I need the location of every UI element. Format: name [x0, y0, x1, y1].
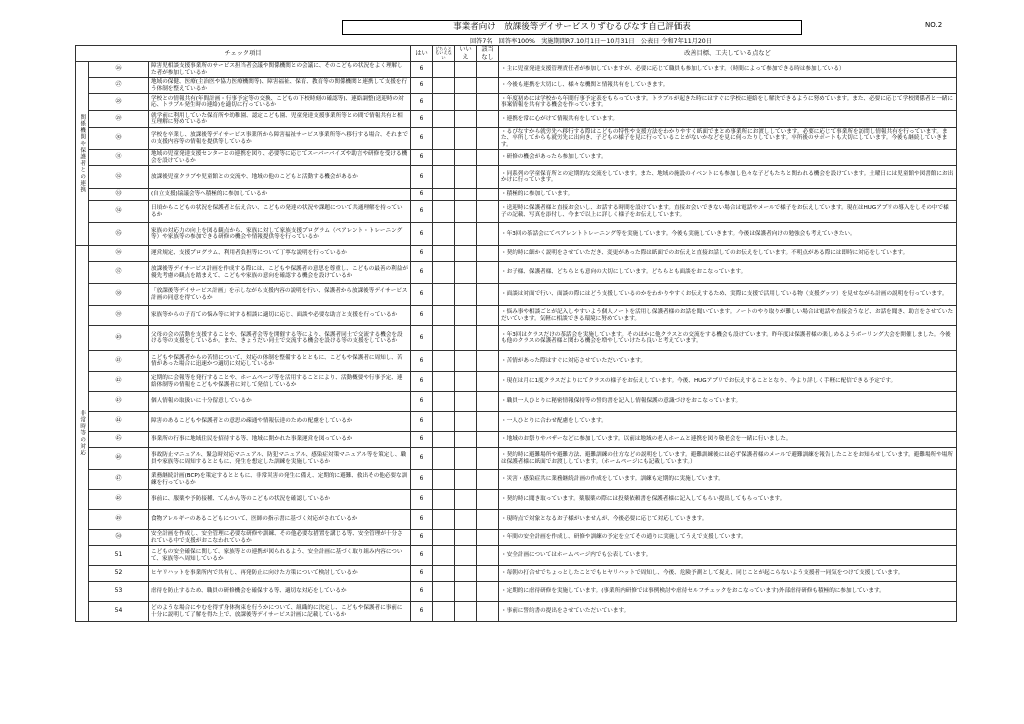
answer-neither: [433, 223, 455, 246]
answer-not-applicable: [477, 223, 499, 246]
improvement-remarks: ・現在は月に1度クラスだよりにてクラスの様子をお伝えしています。今後、HUGアプリでお伝えすることとなり、今より詳しく手軽に配信できる予定です。: [499, 372, 957, 392]
answer-neither: [433, 166, 455, 189]
improvement-remarks: ・連携を常に心がけて情報共有をしています。: [499, 111, 957, 128]
answer-no: [455, 78, 477, 94]
table-row: [76, 412, 957, 432]
answer-not-applicable: [477, 490, 499, 510]
item-number: ㊸: [89, 392, 149, 412]
answer-not-applicable: [477, 128, 499, 150]
improvement-remarks: ・現時点で対象となるお子様がいませんが、今後必要に応じて対応していきます。: [499, 510, 957, 530]
table-row: [76, 490, 957, 510]
table-row: [76, 530, 957, 546]
answer-yes: 6: [411, 166, 433, 189]
answer-no: [455, 284, 477, 306]
table-row: [76, 262, 957, 284]
answer-no: [455, 372, 477, 392]
answer-no: [455, 246, 477, 262]
table-row: [76, 111, 957, 128]
improvement-remarks: ・事前に誓約書の提出をさせていただいています。: [499, 602, 957, 622]
section-label-support: 非常時等の対応: [76, 246, 89, 622]
answer-no: [455, 166, 477, 189]
answer-no: [455, 582, 477, 602]
improvement-remarks: ・年度初めには学校から年間行事予定表をもらっています。トラブルが起きた時にはすぐに学校に連絡をし解決できるように努めています。また、必要に応じて学校関係者と一緒に事案情報を共有する機会を作っています。: [499, 94, 957, 111]
item-number: ㊽: [89, 490, 149, 510]
check-item-text: 食物アレルギーのあるこどもについて、医師の指示書に基づく対応がされているか: [149, 510, 411, 530]
answer-yes: 6: [411, 128, 433, 150]
improvement-remarks: ・一人ひとりに合わせ配慮をしています。: [499, 412, 957, 432]
header-not-applicable: 該当なし: [477, 46, 499, 62]
check-item-text: (自立支援)協議会等へ積極的に参加しているか: [149, 189, 411, 201]
answer-yes: 6: [411, 223, 433, 246]
table-row: [76, 166, 957, 189]
answer-no: [455, 546, 477, 566]
table-row: [76, 150, 957, 166]
answer-no: [455, 62, 477, 78]
answer-yes: 6: [411, 510, 433, 530]
table-row: [76, 448, 957, 470]
item-number: ㊾: [89, 510, 149, 530]
improvement-remarks: ・研修の機会があったら参加しています。: [499, 150, 957, 166]
table-row: [76, 392, 957, 412]
item-number: 52: [89, 566, 149, 582]
answer-yes: 6: [411, 246, 433, 262]
page-number: NO.2: [925, 21, 943, 29]
answer-yes: 6: [411, 62, 433, 78]
table-row: [76, 566, 957, 582]
check-item-text: 運営規定、支援プログラム、利用者負担等について丁寧な説明を行っているか: [149, 246, 411, 262]
answer-yes: 6: [411, 150, 433, 166]
answer-no: [455, 392, 477, 412]
check-item-text: ヒヤリハットを事業所内で共有し、再発防止に向けた方策について検討しているか: [149, 566, 411, 582]
table-row: [76, 432, 957, 448]
answer-yes: 6: [411, 326, 433, 351]
answer-yes: 6: [411, 201, 433, 223]
answer-yes: 6: [411, 78, 433, 94]
improvement-remarks: ・安全計画についてはホームページ内でも公表しています。: [499, 546, 957, 566]
answer-neither: [433, 128, 455, 150]
answer-not-applicable: [477, 201, 499, 223]
answer-neither: [433, 412, 455, 432]
item-number: ㉝: [89, 189, 149, 201]
answer-neither: [433, 582, 455, 602]
answer-yes: 6: [411, 602, 433, 622]
answer-neither: [433, 306, 455, 326]
improvement-remarks: ・定期的に虐待研修を実施しています。(事業所内研修では事例検討や虐待セルフチェックをおこなっています)外部虐待研修も積極的に参加しています。: [499, 582, 957, 602]
answer-not-applicable: [477, 326, 499, 351]
table-row: [76, 582, 957, 602]
improvement-remarks: ・送迎時に保護者様と直接お会いし、お話する時間を設けています。直接お会いできない場合は電話やメールで様子をお伝えしています。現在はHUGアプリの導入をしその中で様子の記載、写真を添付し、今まで以上に詳しく様子をお伝えしています。: [499, 201, 957, 223]
answer-yes: 6: [411, 392, 433, 412]
answer-no: [455, 111, 477, 128]
answer-yes: 6: [411, 372, 433, 392]
item-number: ㉖: [89, 62, 149, 78]
check-item-text: 「放課後等デイサービス計画」を示しながら支援内容の説明を行い、保護者から放課後等デイサービス計画の同意を得ているか: [149, 284, 411, 306]
improvement-remarks: ・職員一人ひとりに秘密情報保持等の誓約書を記入し情報保護の意識づけをおこなっています。: [499, 392, 957, 412]
improvement-remarks: ・毎朝の打合せでちょっとしたことでもヒヤリハットで周知し、今後、危険予測として捉え、同じことが起こらないよう支援者一同気をつけて支援しています。: [499, 566, 957, 582]
answer-no: [455, 326, 477, 351]
check-item-text: 地域の児童発達支援センターとの連携を図り、必要等に応じてスーパーバイズや助言や研修を受ける機会を設けているか: [149, 150, 411, 166]
answer-not-applicable: [477, 566, 499, 582]
answer-yes: 6: [411, 432, 433, 448]
answer-no: [455, 566, 477, 582]
improvement-remarks: ・積極的に参加しています。: [499, 189, 957, 201]
improvement-remarks: ・契約時に聞き取っています。薬服薬の際には投薬依頼書を保護者様に記入してもらい提出してもらっています。: [499, 490, 957, 510]
answer-neither: [433, 351, 455, 372]
answer-not-applicable: [477, 62, 499, 78]
check-item-text: 事業所の行事に地域住民を招待する等、地域に開かれた事業運営を図っているか: [149, 432, 411, 448]
answer-not-applicable: [477, 372, 499, 392]
item-number: ㊴: [89, 306, 149, 326]
answer-not-applicable: [477, 448, 499, 470]
header-check-items: チェック項目: [76, 46, 411, 62]
item-number: ㊵: [89, 326, 149, 351]
answer-neither: [433, 602, 455, 622]
item-number: ㉛: [89, 150, 149, 166]
answer-no: [455, 490, 477, 510]
check-item-text: 障害のあるこどもや保護者との意思の疎通や情報伝達のための配慮をしているか: [149, 412, 411, 432]
answer-neither: [433, 372, 455, 392]
answer-neither: [433, 510, 455, 530]
check-item-text: 学校との情報共有(年間計画・行事予定等の交換、こどもの下校時刻の確認等)、連絡調整(送迎時の対応、トラブル発生時の連絡)を適切に行っているか: [149, 94, 411, 111]
answer-yes: 6: [411, 546, 433, 566]
answer-neither: [433, 470, 455, 490]
answer-not-applicable: [477, 582, 499, 602]
table-row: [76, 326, 957, 351]
answer-neither: [433, 566, 455, 582]
check-item-text: 定期的に会報等を発行することや、ホームページ等を活用することにより、活動概要や行事予定、連絡体制等の情報をこどもや保護者に対して発信しているか: [149, 372, 411, 392]
improvement-remarks: ・今後も連携を大切にし、様々な機関と情報共有をしていきます。: [499, 78, 957, 94]
improvement-remarks: ・年3回はクラスだけの茶話会を実施しています。そのほかに他クラスとの交流をする機会も設けています。昨年度は保護者様の楽しめるようボーリング大会を開催しました。今後も他のクラスの保護者様と関わる機会を増やしていけたら良いと考えています。: [499, 326, 957, 351]
check-item-text: こどもや保護者からの苦情について、対応の体制を整備するとともに、こどもや保護者に周知し、苦情があった場合に迅速かつ適切に対応しているか: [149, 351, 411, 372]
item-number: ㉞: [89, 201, 149, 223]
answer-not-applicable: [477, 262, 499, 284]
answer-neither: [433, 448, 455, 470]
answer-neither: [433, 246, 455, 262]
table-row: [76, 602, 957, 622]
check-item-text: こどもの安全確保に関して、家族等との連携が図られるよう、安全計画に基づく取り組み内容について、家族等へ周知しているか: [149, 546, 411, 566]
check-item-text: 事前に、服薬や予防接種、てんかん等のこどもの状況を確認しているか: [149, 490, 411, 510]
answer-neither: [433, 284, 455, 306]
answer-no: [455, 223, 477, 246]
item-number: ㊲: [89, 262, 149, 284]
answer-yes: 6: [411, 490, 433, 510]
improvement-remarks: ・地域のお祭りやバザーなどに参加しています。以前は地域の老人ホームと連携を図り敬老会を一緒に行いました。: [499, 432, 957, 448]
answer-neither: [433, 490, 455, 510]
improvement-remarks: ・お子様、保護者様、どちらとも意向の大切にしています。どちらとも面談をおこなっています。: [499, 262, 957, 284]
answer-no: [455, 470, 477, 490]
table-row: [76, 351, 957, 372]
answer-not-applicable: [477, 306, 499, 326]
improvement-remarks: ・るぴなすから就労先へ移行する際はこどもの特性や支援方法をわかりやすく紙面でまとめ事業所にお渡ししています。必要に応じて事業所を訪問し情報共有を行っています。また、卒所してからも就労先に出向き、子どもの様子を見に行っていることがないかなどを見に伺ったりしています。卒所後のサポートも大切にしています。今後も継続していきます。: [499, 128, 957, 150]
answer-not-applicable: [477, 78, 499, 94]
improvement-remarks: ・契約時に避難場所や避難方法、避難訓練の仕方などの説明をしています。避難訓練後には必ず保護者様のメールで避難訓練を報告したことをお知らせしています。避難場所や場所は保護者様に紙面でお渡ししています。（ホームページにも記載しています。）: [499, 448, 957, 470]
improvement-remarks: ・悩み事や相談ごとが記入しやすいよう個人ノートを活用し保護者様のお話を聞いています。ノートのやり取りが難しい場合は電話や直接会うなど、お話を聞き、助言をさせていただいています。気軽に相談できる環境に努めています。: [499, 306, 957, 326]
answer-yes: 6: [411, 111, 433, 128]
item-number: 54: [89, 602, 149, 622]
answer-no: [455, 432, 477, 448]
check-item-text: 地域の保健、医療(主治医や協力医療機関等)、障害福祉、保育、教育等の関係機関と連携して支援を行う体制を整えているか: [149, 78, 411, 94]
check-item-text: 放課後児童クラブや児童館との交流や、地域の他のこどもと活動する機会があるか: [149, 166, 411, 189]
table-row: [76, 94, 957, 111]
answer-no: [455, 306, 477, 326]
improvement-remarks: ・面談は対面で行い、面談の際にはどう支援しているのかをわかりやすくお伝えするため、実際に支援で活用している物（支援グッツ）を見せながら計画の説明を行っています。: [499, 284, 957, 306]
item-number: ㉜: [89, 166, 149, 189]
check-item-text: 虐待を防止するため、職員の研修機会を確保する等、適切な対応をしているか: [149, 582, 411, 602]
table-row: [76, 128, 957, 150]
answer-no: [455, 201, 477, 223]
table-row: [76, 306, 957, 326]
answer-no: [455, 262, 477, 284]
answer-not-applicable: [477, 412, 499, 432]
header-no: いいえ: [455, 46, 477, 62]
improvement-remarks: ・主に児童発達支援管理責任者が参加していますが、必要に応じて職員も参加しています。（時間によって参加できる時は参加している）: [499, 62, 957, 78]
answer-not-applicable: [477, 111, 499, 128]
answer-neither: [433, 392, 455, 412]
answer-not-applicable: [477, 284, 499, 306]
improvement-remarks: ・契約時に細かく説明をさせていただき、変更があった際は紙面でのお伝えと直接お話してのお伝えをしています。不明点がある際には即時に対応をしています。: [499, 246, 957, 262]
check-item-text: 父母の会の活動を支援することや、保護者会等を開催する等により、保護者同士で交流する機会を設ける等の支援をしているか。また、きょうだい同士で交流する機会を設ける等の支援をしているか: [149, 326, 411, 351]
item-number: ㊱: [89, 246, 149, 262]
answer-no: [455, 602, 477, 622]
item-number: ㉚: [89, 128, 149, 150]
table-body: [76, 62, 957, 622]
answer-no: [455, 128, 477, 150]
answer-yes: 6: [411, 412, 433, 432]
check-item-text: 就学前に利用していた保育所や幼稚園、認定こども園、児童発達支援事業所等との間で情報共有と相互理解に努めているか: [149, 111, 411, 128]
table-row: [76, 284, 957, 306]
answer-neither: [433, 78, 455, 94]
self-evaluation-table: [75, 45, 957, 622]
table-row: [76, 201, 957, 223]
check-item-text: 学校を卒業し、放課後等デイサービス事業所から障害福祉サービス事業所等へ移行する場合、それまでの支援内容等の情報を提供等しているか: [149, 128, 411, 150]
answer-no: [455, 150, 477, 166]
check-item-text: 業務継続計画(BCP)を策定するとともに、非常災害の発生に備え、定期的に避難、救出その他必要な訓練を行っているか: [149, 470, 411, 490]
check-item-text: どのような場合にやむを得ず身体拘束を行うかについて、組織的に決定し、こどもや保護者に事前に十分に説明して了解を得た上で、放課後等デイサービス計画に記載しているか: [149, 602, 411, 622]
answer-neither: [433, 546, 455, 566]
check-item-text: 日頃からこどもの状況を保護者と伝え合い、こどもの発達の状況や課題について共通理解を持っているか: [149, 201, 411, 223]
check-item-text: 個人情報の取扱いに十分留意しているか: [149, 392, 411, 412]
answer-not-applicable: [477, 602, 499, 622]
answer-neither: [433, 432, 455, 448]
answer-neither: [433, 326, 455, 351]
answer-yes: 6: [411, 284, 433, 306]
answer-no: [455, 94, 477, 111]
check-item-text: 障害児相談支援事業所のサービス担当者会議や関係機関との会議に、そのこどもの状況をよく理解した者が参加しているか: [149, 62, 411, 78]
answer-neither: [433, 62, 455, 78]
table-row: [76, 189, 957, 201]
answer-no: [455, 189, 477, 201]
improvement-remarks: ・災害・感染症共に業務継続計画の作成をしています。訓練も定期的に実施しています。: [499, 470, 957, 490]
table-row: [76, 62, 957, 78]
item-number: ㊼: [89, 470, 149, 490]
table-row: [76, 510, 957, 530]
item-number: ㊷: [89, 372, 149, 392]
answer-yes: 6: [411, 566, 433, 582]
table-row: [76, 546, 957, 566]
answer-not-applicable: [477, 94, 499, 111]
improvement-remarks: ・同系列の学童保育所との定期的な交流をしています。また、地域の施設のイベントにも参加し色々な子どもたちと関われる機会を設けています。土曜日には児童館や図書館にお出かけに行っています。: [499, 166, 957, 189]
answer-yes: 6: [411, 582, 433, 602]
answer-not-applicable: [477, 166, 499, 189]
answer-not-applicable: [477, 246, 499, 262]
answer-not-applicable: [477, 510, 499, 530]
section-label-coordination: 関係機関や保護者との連携: [76, 62, 89, 246]
document-title: 事業者向け 放課後等デイサービスりずむるぴなす自己評価表: [342, 20, 802, 35]
header-remarks: 改善目標、工夫している点など: [499, 46, 957, 62]
answer-not-applicable: [477, 189, 499, 201]
check-item-text: 安全計画を作成し、安全管理に必要な研修や訓練、その他必要な措置を講じる等、安全管理が十分されている中で支援がおこなわれているか: [149, 530, 411, 546]
table-header-row: [76, 46, 957, 62]
answer-neither: [433, 201, 455, 223]
item-number: ㉙: [89, 111, 149, 128]
answer-no: [455, 448, 477, 470]
answer-not-applicable: [477, 530, 499, 546]
item-number: ㉟: [89, 223, 149, 246]
answer-neither: [433, 94, 455, 111]
check-item-text: 放課後等デイサービス計画を作成する際には、こどもや保護者の意思を尊重し、こどもの最善の利益が優先考慮の観点を踏まえて、こどもや家族の意向を確認する機会を設けているか: [149, 262, 411, 284]
item-number: ㊶: [89, 351, 149, 372]
answer-yes: 6: [411, 262, 433, 284]
check-item-text: 家族の対応力の向上を図る観点から、家族に対して家族支援プログラム（ペアレント・トレーニング等）や家族等の参加できる研修の機会や情報提供等を行っているか: [149, 223, 411, 246]
answer-yes: 6: [411, 448, 433, 470]
item-number: ㊿: [89, 530, 149, 546]
header-neither: どちらともいえない: [433, 46, 455, 62]
item-number: ㊳: [89, 284, 149, 306]
answer-yes: 6: [411, 351, 433, 372]
check-item-text: 事故防止マニュアル、緊急時対応マニュアル、防犯マニュアル、感染症対策マニュアル等を策定し、職員や家族等に周知するとともに、発生を想定した訓練を実施しているか: [149, 448, 411, 470]
answer-not-applicable: [477, 150, 499, 166]
answer-not-applicable: [477, 546, 499, 566]
check-item-text: 家族等からの子育ての悩み等に対する相談に適切に応じ、面談や必要な助言と支援を行っているか: [149, 306, 411, 326]
answer-no: [455, 412, 477, 432]
answer-not-applicable: [477, 470, 499, 490]
answer-no: [455, 510, 477, 530]
answer-neither: [433, 530, 455, 546]
improvement-remarks: ・年間の安全計画を作成し、研修や訓練の予定を立てその通りに実施してうえで支援しています。: [499, 530, 957, 546]
answer-not-applicable: [477, 351, 499, 372]
table-row: [76, 78, 957, 94]
item-number: ㊻: [89, 448, 149, 470]
answer-neither: [433, 189, 455, 201]
answer-no: [455, 530, 477, 546]
item-number: 53: [89, 582, 149, 602]
improvement-remarks: ・苦情があった際はすぐに対応させていただいています。: [499, 351, 957, 372]
answer-yes: 6: [411, 306, 433, 326]
answer-no: [455, 351, 477, 372]
improvement-remarks: ・年3回の茶話会にてペアレントトレーニング等を実施しています。今後も実施していきます。今後は保護者向けの勉強会も考えていきたい。: [499, 223, 957, 246]
table-row: [76, 223, 957, 246]
response-summary: 回答7名 回答率100% 実施期間R7.10月1日～10月31日 公表日 令和7年11月20日: [470, 38, 712, 45]
table-row: [76, 372, 957, 392]
answer-neither: [433, 150, 455, 166]
answer-neither: [433, 262, 455, 284]
answer-yes: 6: [411, 530, 433, 546]
item-number: ㊹: [89, 412, 149, 432]
table-row: [76, 470, 957, 490]
answer-yes: 6: [411, 94, 433, 111]
table-row: [76, 246, 957, 262]
header-yes: はい: [411, 46, 433, 62]
answer-not-applicable: [477, 392, 499, 412]
answer-yes: 6: [411, 470, 433, 490]
item-number: ㉗: [89, 78, 149, 94]
answer-not-applicable: [477, 432, 499, 448]
item-number: 51: [89, 546, 149, 566]
item-number: ㉘: [89, 94, 149, 111]
answer-neither: [433, 111, 455, 128]
item-number: ㊺: [89, 432, 149, 448]
answer-yes: 6: [411, 189, 433, 201]
